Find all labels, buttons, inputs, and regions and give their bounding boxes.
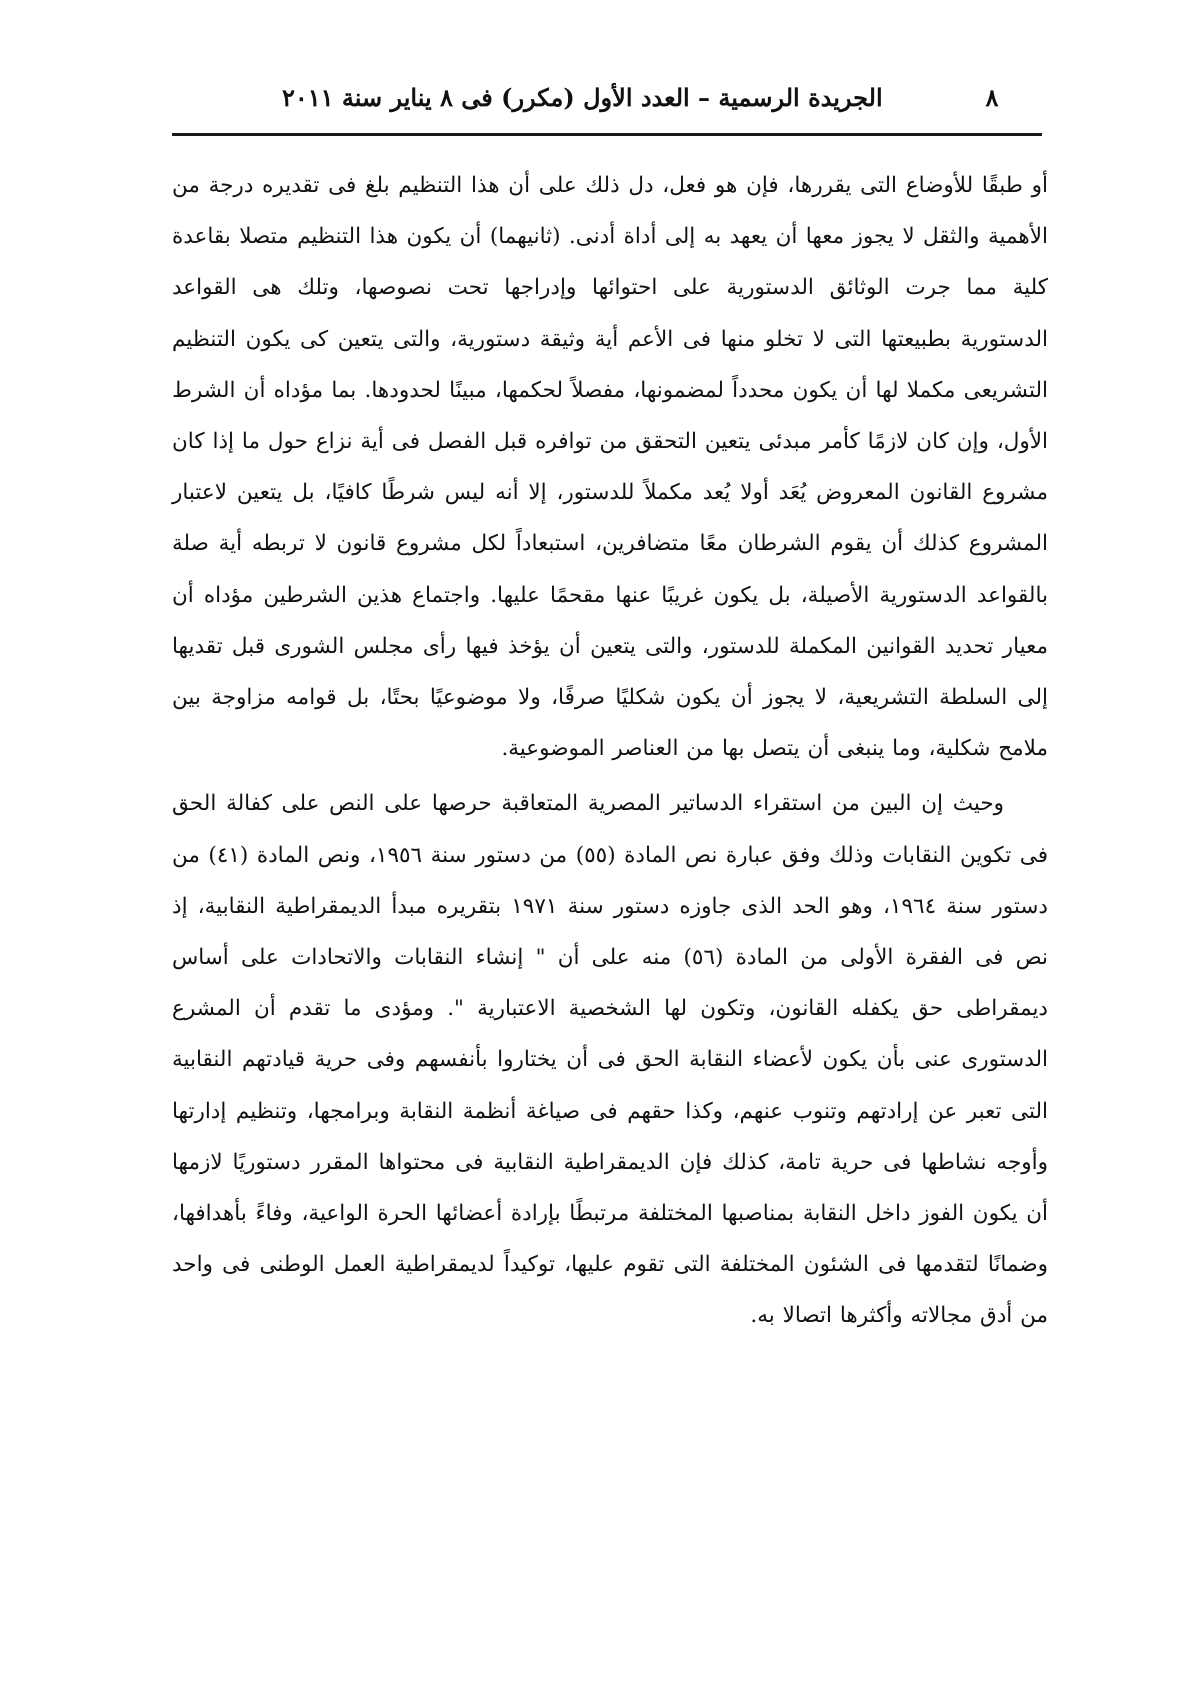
page-number: ٨ xyxy=(985,82,999,112)
body-text xyxy=(172,160,1048,1342)
gazette-header-title: الجريدة الرسمية – العدد الأول (مكرر) فى ٨ يناير سنة ٢٠١١ xyxy=(282,82,883,112)
paragraph: وحيث إن البين من استقراء الدساتير المصرية المتعاقبة حرصها على النص على كفالة الحق فى تكوين النقابات وذلك وفق عبارة نص المادة (٥٥) من دستور سنة ١٩٥٦، ونص المادة (٤١) من دستور سنة ١٩٦٤، وهو الحد الذى جاوزه دستور سنة ١٩٧١ بتقريره مبدأ الديمقراطية النقابية، إذ نص فى الفقرة الأولى من المادة (٥٦) منه على أن " إنشاء النقابات والاتحادات على أساس ديمقراطى حق يكفله القانون، وتكون لها الشخصية الاعتبارية ". ومؤدى ما تقدم أن المشرع الدستورى عنى بأن يكون لأعضاء النقابة الحق فى أن يختاروا بأنفسهم وفى حرية قيادتهم النقابية التى تعبر عن إرادتهم وتنوب عنهم، وكذا حقهم فى صياغة أنظمة النقابة وبرامجها، وتنظيم إدارتها وأوجه نشاطها فى حرية تامة، كذلك فإن الديمقراطية النقابية فى محتواها المقرر دستوريًا لازمها أن يكون الفوز داخل النقابة بمناصبها المختلفة مرتبطًا بإرادة أعضائها الحرة الواعية، وفاءً بأهدافها، وضمانًا لتقدمها فى الشئون المختلفة التى تقوم عليها، توكيداً لديمقراطية العمل الوطنى فى واحد من أدق مجالاته وأكثرها اتصالا به. xyxy=(172,791,1048,1329)
page-header xyxy=(172,72,1012,122)
header-rule xyxy=(172,133,1042,136)
paragraph: أو طبقًا للأوضاع التى يقررها، فإن هو فعل، دل ذلك على أن هذا التنظيم بلغ فى تقديره درجة من الأهمية والثقل لا يجوز معها أن يعهد به إلى أداة أدنى. (ثانيهما) أن يكون هذا التنظيم متصلا بقاعدة كلية مما جرت الوثائق الدستورية على احتوائها وإدراجها تحت نصوصها، وتلك هى القواعد الدستورية بطبيعتها التى لا تخلو منها فى الأعم أية وثيقة دستورية، والتى يتعين كى يكون التنظيم التشريعى مكملا لها أن يكون محدداً لمضمونها، مفصلاً لحكمها، مبينًا لحدودها. بما مؤداه أن الشرط الأول، وإن كان لازمًا كأمر مبدئى يتعين التحقق من توافره قبل الفصل فى أية نزاع حول ما إذا كان مشروع القانون المعروض يُعَد أولا يُعد مكملاً للدستور، إلا أنه ليس شرطًا كافيًا، بل يتعين لاعتبار المشروع كذلك أن يقوم الشرطان معًا متضافرين، استبعاداً لكل مشروع قانون لا تربطه أية صلة بالقواعد الدستورية الأصيلة، بل يكون غريبًا عنها مقحمًا عليها. واجتماع هذين الشرطين مؤداه أن معيار تحديد القوانين المكملة للدستور، والتى يتعين أن يؤخذ فيها رأى مجلس الشورى قبل تقديها إلى السلطة التشريعية، لا يجوز أن يكون شكليًا صرفًا، ولا موضوعيًا بحتًا، بل قوامه مزاوجة بين ملامح شكلية، وما ينبغى أن يتصل بها من العناصر الموضوعية. xyxy=(172,173,1048,762)
